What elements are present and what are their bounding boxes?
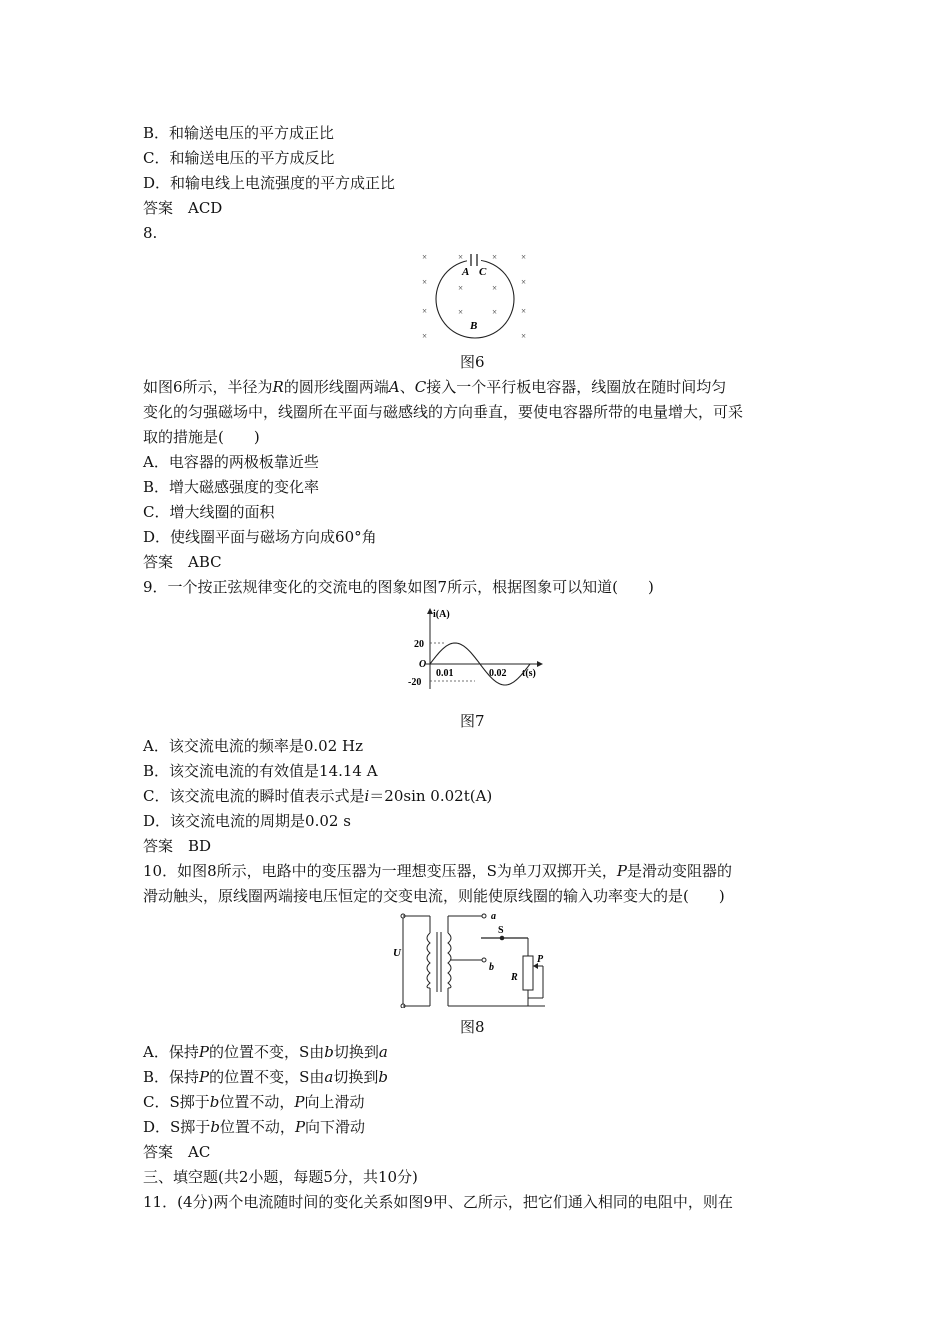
q7-option-b: B．和输送电压的平方成正比 [143, 124, 335, 142]
q9-option-a: A．该交流电流的频率是0.02 Hz [143, 737, 363, 755]
label-B: B [470, 320, 478, 332]
label-S: S [498, 925, 504, 936]
q8-option-c: C．增大线圈的面积 [143, 503, 275, 521]
svg-text:×: × [521, 306, 527, 316]
svg-text:×: × [492, 307, 498, 317]
resistor-R [523, 956, 533, 990]
q8-option-a: A．电容器的两极板靠近些 [143, 453, 319, 471]
q9-option-b: B．该交流电流的有效值是14.14 A [143, 762, 378, 780]
figure-8-caption: 图8 [460, 1018, 485, 1036]
svg-text:×: × [458, 307, 464, 317]
label-A: A [462, 266, 470, 278]
q9-option-d: D．该交流电流的周期是0.02 s [143, 812, 351, 830]
q10-stem-line-2: 滑动触头，原线圈两端接电压恒定的交变电流，则能使原线圈的输入功率变大的是( ) [143, 887, 725, 905]
figure-6-caption: 图6 [460, 353, 485, 371]
q8-answer: 答案 ABC [143, 553, 222, 571]
svg-text:×: × [521, 331, 527, 341]
terminal-a [482, 914, 486, 918]
label-C: C [479, 266, 487, 278]
q8-option-d: D．使线圈平面与磁场方向成60°角 [143, 528, 377, 546]
q9-stem: 9．一个按正弦规律变化的交流电的图象如图7所示，根据图象可以知道( ) [143, 578, 654, 596]
svg-text:×: × [492, 283, 498, 293]
q11-stem: 11．(4分)两个电流随时间的变化关系如图9甲、乙所示，把它们通入相同的电阻中，则在 [143, 1193, 733, 1211]
q10-option-c: C．S掷于b位置不动，P向上滑动 [143, 1093, 365, 1111]
label-P: P [537, 954, 544, 965]
svg-text:×: × [521, 252, 527, 262]
svg-text:×: × [422, 277, 428, 287]
section-3-title: 三、填空题(共2小题，每题5分，共10分) [143, 1168, 418, 1186]
svg-text:×: × [458, 283, 464, 293]
y-tick-neg20: -20 [408, 677, 422, 688]
q9-answer: 答案 BD [143, 837, 212, 855]
svg-text:×: × [492, 252, 498, 262]
x-tick-001: 0.01 [436, 668, 454, 679]
switch-pivot [500, 936, 505, 941]
terminal-b [482, 958, 486, 962]
q8-stem-line-3: 取的措施是( ) [143, 428, 260, 446]
q10-stem-line-1: 10．如图8所示，电路中的变压器为一理想变压器，S为单刀双掷开关，P是滑动变阻器的 [143, 862, 733, 880]
q10-option-a: A．保持P的位置不变，S由b切换到a [143, 1043, 388, 1061]
svg-text:×: × [458, 252, 464, 262]
q7-answer: 答案 ACD [143, 199, 223, 217]
y-tick-20: 20 [414, 639, 424, 650]
label-a: a [491, 911, 496, 922]
x-axis-label: t(s) [522, 668, 536, 679]
figure-7-sine-chart [400, 605, 550, 695]
figure-8-transformer-circuit [390, 908, 565, 1008]
q7-option-d: D．和输电线上电流强度的平方成正比 [143, 174, 396, 192]
q10-answer: 答案 AC [143, 1143, 211, 1161]
origin-label: O [419, 659, 427, 670]
q10-option-d: D．S掷于b位置不动，P向下滑动 [143, 1118, 366, 1136]
label-U: U [393, 947, 401, 959]
svg-text:×: × [422, 331, 428, 341]
label-b: b [489, 962, 494, 973]
q8-stem-line-1: 如图6所示，半径为R的圆形线圈两端A、C接入一个平行板电容器，线圈放在随时间均匀 [143, 378, 727, 396]
figure-7-caption: 图7 [460, 712, 485, 730]
q8-number: 8. [143, 224, 158, 242]
y-axis-label: i(A) [433, 609, 450, 620]
figure-6-coil [415, 245, 535, 345]
q7-option-c: C．和输送电压的平方成反比 [143, 149, 335, 167]
q8-option-b: B．增大磁感强度的变化率 [143, 478, 320, 496]
q8-stem-line-2: 变化的匀强磁场中，线圈所在平面与磁感线的方向垂直，要使电容器所带的电量增大，可采 [143, 403, 744, 421]
label-R: R [511, 972, 518, 983]
svg-text:×: × [521, 277, 527, 287]
x-tick-002: 0.02 [489, 668, 507, 679]
q10-option-b: B．保持P的位置不变，S由a切换到b [143, 1068, 388, 1086]
svg-text:×: × [422, 252, 428, 262]
primary-coil [427, 933, 430, 988]
q9-option-c: C．该交流电流的瞬时值表示式是i＝20sin 0.02t(A) [143, 787, 493, 805]
svg-text:×: × [422, 306, 428, 316]
